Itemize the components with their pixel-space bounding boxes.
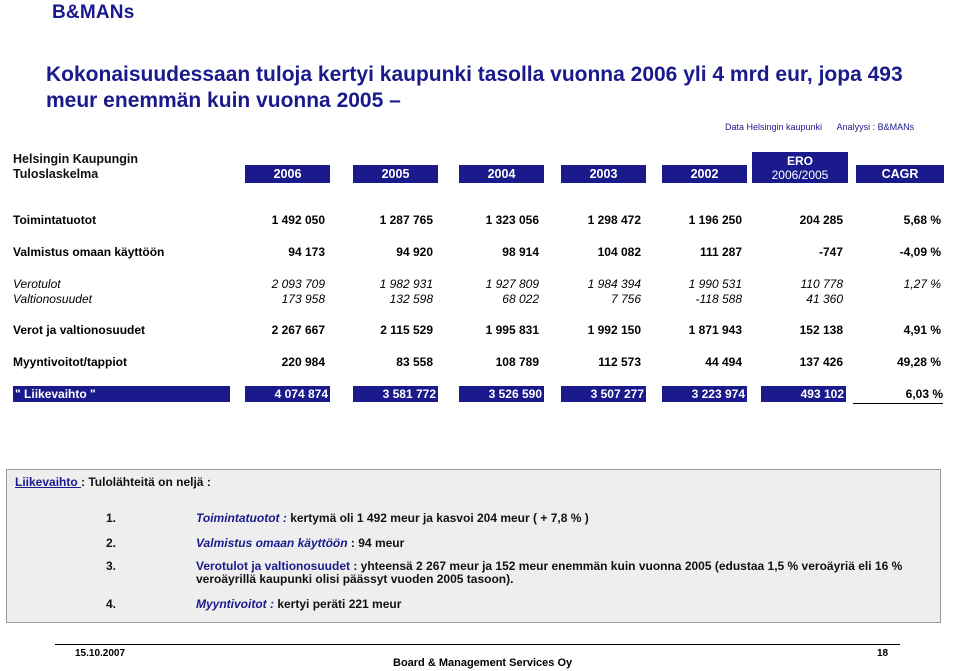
cell-2004: 1 927 809 [485, 277, 539, 291]
table-row [13, 292, 943, 307]
note-text-continued: veroäyrillä kaupunki olisi päässyt vuoden 2005 tasoon). [196, 572, 514, 586]
cell-cagr: -4,09 % [899, 245, 941, 259]
row-label: Valtionosuudet [13, 292, 92, 306]
cell-cagr: 49,28 % [896, 355, 941, 369]
footer-company: Board & Management Services Oy [393, 657, 573, 669]
cell-2004: 1 323 056 [485, 213, 539, 227]
cell-2006: 2 267 667 [271, 323, 325, 337]
total-2006: 4 074 874 [245, 386, 330, 402]
total-cagr: 6,03 % [853, 386, 943, 404]
cell-2006: 220 984 [281, 355, 325, 369]
cell-2003: 1 984 394 [587, 277, 641, 291]
note-text: kertymä oli 1 492 meur ja kasvoi 204 meur ( + 7,8 % ) [286, 511, 589, 525]
cell-2006: 1 492 050 [271, 213, 325, 227]
notes-box [6, 469, 941, 623]
cell-2002: -118 588 [695, 292, 742, 306]
header-ero-period: 2006/2005 [771, 168, 829, 182]
cell-2002: 1 871 943 [688, 323, 742, 337]
note-item [106, 537, 404, 550]
analysis-source: Analyysi : B&MANs [836, 122, 915, 132]
cell-2002: 44 494 [705, 355, 742, 369]
row-label: Toimintatuotot [13, 213, 97, 227]
table-caption-line2: Tuloslaskelma [13, 167, 99, 181]
cell-ero: 152 138 [799, 323, 843, 337]
note-term: Myyntivoitot : [196, 597, 274, 611]
table-caption [13, 152, 138, 182]
cell-2003: 1 992 150 [587, 323, 641, 337]
header-2005: 2005 [353, 165, 438, 183]
note-number: 1. [106, 511, 117, 525]
notes-heading-text: : Tulolähteitä on neljä : [81, 475, 211, 489]
header-cagr: CAGR [856, 165, 944, 183]
header-2003: 2003 [561, 165, 646, 183]
note-term: Valmistus omaan käyttöön [196, 536, 348, 550]
header-2004: 2004 [459, 165, 544, 183]
note-number: 4. [106, 597, 117, 611]
total-2003: 3 507 277 [561, 386, 646, 402]
footer-divider [55, 644, 900, 645]
table-caption-line1: Helsingin Kaupungin [13, 152, 138, 166]
total-2004: 3 526 590 [459, 386, 544, 402]
source-line [725, 122, 914, 132]
cell-2003: 1 298 472 [587, 213, 641, 227]
footer-date: 15.10.2007 [75, 648, 126, 659]
cell-2003: 112 573 [598, 355, 641, 369]
total-2005: 3 581 772 [353, 386, 438, 402]
table-row [13, 355, 943, 370]
note-text: : yhteensä 2 267 meur ja 152 meur enemmän kuin vuonna 2005 (edustaa 1,5 % veroäyriä eli 16 % [350, 559, 903, 573]
cell-2005: 1 982 931 [379, 277, 433, 291]
header-2006: 2006 [245, 165, 330, 183]
row-label: Valmistus omaan käyttöön [13, 245, 165, 259]
total-2002: 3 223 974 [662, 386, 747, 402]
cell-2004: 108 789 [495, 355, 539, 369]
header-2002: 2002 [662, 165, 747, 183]
total-ero: 493 102 [761, 386, 846, 402]
cell-ero: 204 285 [799, 213, 843, 227]
cell-cagr: 1,27 % [903, 277, 941, 291]
row-label: Myyntivoitot/tappiot [13, 355, 127, 369]
cell-2003: 7 756 [610, 292, 641, 306]
total-row [13, 386, 943, 402]
cell-2002: 1 196 250 [688, 213, 742, 227]
cell-2005: 132 598 [389, 292, 433, 306]
table-row [13, 323, 943, 338]
cell-2004: 68 022 [502, 292, 539, 306]
cell-ero: 41 360 [806, 292, 843, 306]
note-number: 2. [106, 536, 117, 550]
note-item [106, 512, 589, 525]
note-term: Verotulot ja valtionosuudet [196, 559, 351, 573]
page-title: Kokonaisuudessaan tuloja kertyi kaupunki tasolla vuonna 2006 yli 4 mrd eur, jopa 493 meur enemmän kuin vuonna 2005 – [46, 63, 903, 112]
cell-2004: 1 995 831 [485, 323, 539, 337]
note-text: kertyi peräti 221 meur [274, 597, 402, 611]
table-row [13, 277, 943, 292]
cell-2006: 94 173 [288, 245, 325, 259]
cell-2005: 1 287 765 [379, 213, 433, 227]
note-item [106, 598, 401, 611]
row-label: Verotulot [13, 277, 61, 291]
cell-2005: 94 920 [396, 245, 433, 259]
cell-2003: 104 082 [597, 245, 641, 259]
table-row [13, 245, 943, 260]
header-ero-label: ERO [786, 154, 813, 168]
total-label: " Liikevaihto " [13, 386, 230, 402]
company-logo: B&MANs [52, 2, 135, 23]
header-ero [752, 152, 848, 183]
liikevaihto-link[interactable]: Liikevaihto [15, 475, 82, 489]
cell-2004: 98 914 [502, 245, 539, 259]
cell-ero: 110 778 [800, 277, 843, 291]
page-number: 18 [877, 648, 889, 659]
cell-2006: 2 093 709 [271, 277, 325, 291]
note-item [106, 560, 902, 586]
note-number: 3. [106, 559, 117, 573]
table-row [13, 213, 943, 228]
cell-ero: 137 426 [799, 355, 843, 369]
cell-2005: 83 558 [396, 355, 433, 369]
cell-2002: 111 287 [699, 245, 742, 259]
cell-2002: 1 990 531 [688, 277, 742, 291]
notes-heading [15, 475, 211, 489]
cell-ero: -747 [818, 245, 843, 259]
row-label: Verot ja valtionosuudet [13, 323, 146, 337]
note-term: Toimintatuotot : [196, 511, 287, 525]
cell-2006: 173 958 [281, 292, 325, 306]
cell-cagr: 4,91 % [903, 323, 941, 337]
cell-2005: 2 115 529 [380, 323, 433, 337]
note-text: : 94 meur [347, 536, 405, 550]
cell-cagr: 5,68 % [903, 213, 941, 227]
data-source: Data Helsingin kaupunki [725, 122, 823, 132]
